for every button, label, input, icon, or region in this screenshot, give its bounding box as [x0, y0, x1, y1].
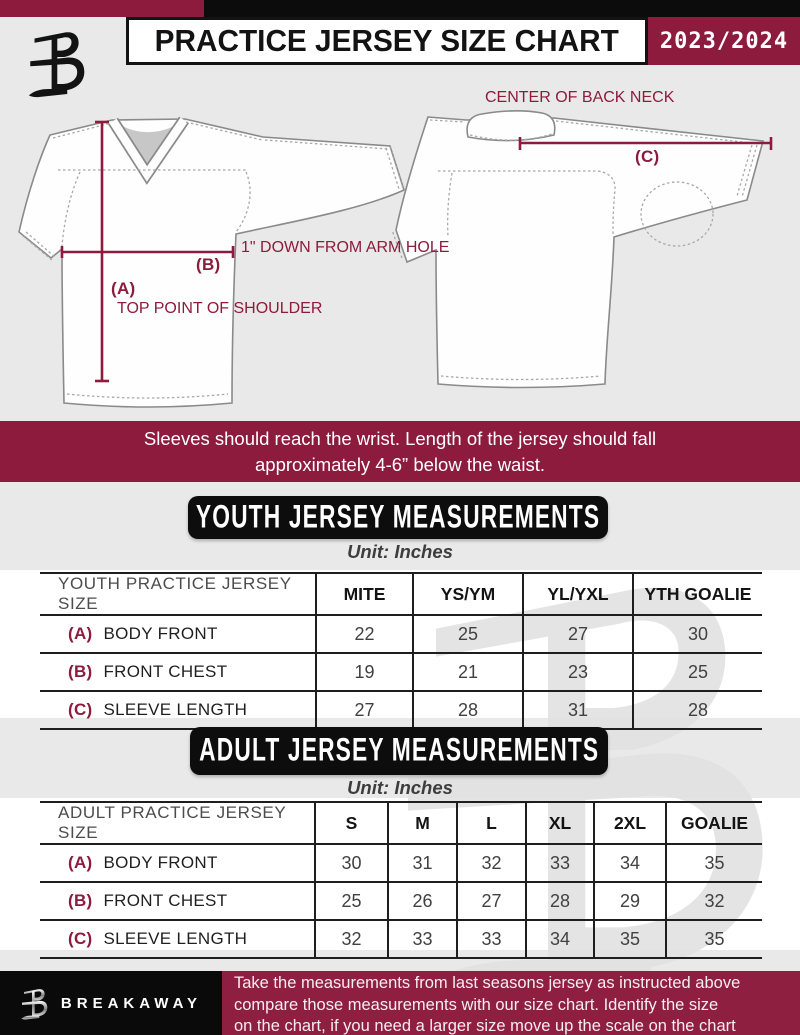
adult-unit-label: Unit: Inches: [347, 777, 453, 798]
footer-brand-block: [0, 971, 222, 1035]
label-a-caption: TOP POINT OF SHOULDER: [117, 300, 323, 317]
measurement-name: SLEEVE LENGTH: [103, 700, 248, 719]
size-value-cell: 33: [388, 920, 457, 958]
table-header-row: [40, 573, 762, 615]
measurement-label-cell: [40, 882, 315, 920]
size-value-cell: 27: [523, 615, 633, 653]
measurement-label-cell: [40, 653, 316, 691]
measurement-tag: (C): [68, 700, 93, 719]
table-header-row: [40, 802, 762, 844]
adult-size-table: [40, 801, 762, 959]
title-bar: [126, 17, 800, 65]
size-column-header: MITE: [316, 573, 413, 615]
size-value-cell: 35: [594, 920, 666, 958]
season-label: 2023/2024: [659, 28, 789, 54]
size-value-cell: 34: [594, 844, 666, 882]
size-value-cell: 32: [315, 920, 388, 958]
table-row: [40, 920, 762, 958]
size-value-cell: 34: [526, 920, 594, 958]
table-row: [40, 844, 762, 882]
measurement-tag: (A): [68, 853, 93, 872]
adult-section-banner: ADULT JERSEY MEASUREMENTS: [190, 727, 608, 775]
size-value-cell: 35: [666, 844, 762, 882]
size-value-cell: 30: [633, 615, 762, 653]
measurement-name: BODY FRONT: [103, 853, 218, 872]
size-value-cell: 32: [457, 844, 526, 882]
size-value-cell: 21: [413, 653, 523, 691]
size-value-cell: 27: [316, 691, 413, 729]
size-value-cell: 31: [523, 691, 633, 729]
size-value-cell: 30: [315, 844, 388, 882]
size-column-header: 2XL: [594, 802, 666, 844]
size-column-header: M: [388, 802, 457, 844]
measurement-tag: (B): [68, 891, 93, 910]
footer-brand-name: BREAKAWAY: [60, 994, 203, 1012]
label-c-caption: CENTER OF BACK NECK: [485, 89, 675, 106]
footer-note: Take the measurements from last seasons jersey as instructed above compare those measurements with our size chart. Identify the size on the chart, if you need a larger size move up the scale on the chart: [222, 971, 800, 1035]
table-row: [40, 615, 762, 653]
size-value-cell: 19: [316, 653, 413, 691]
breakaway-footer-logo-icon: [20, 985, 50, 1021]
size-value-cell: 28: [413, 691, 523, 729]
table-row: [40, 882, 762, 920]
page-title: PRACTICE JERSEY SIZE CHART: [154, 23, 620, 58]
size-value-cell: 25: [633, 653, 762, 691]
fit-instruction-banner: Sleeves should reach the wrist. Length of the jersey should fall approximately 4-6” below the waist.: [0, 421, 800, 482]
breakaway-logo-icon: [26, 24, 90, 100]
measurement-name: BODY FRONT: [103, 624, 218, 643]
size-column-header: S: [315, 802, 388, 844]
size-value-cell: 23: [523, 653, 633, 691]
size-value-cell: 29: [594, 882, 666, 920]
size-value-cell: 31: [388, 844, 457, 882]
table-row: [40, 653, 762, 691]
back-jersey-diagram: [396, 111, 763, 388]
size-value-cell: 28: [526, 882, 594, 920]
measurement-tag: (B): [68, 662, 93, 681]
label-a-tag: (A): [111, 279, 136, 298]
size-value-cell: 26: [388, 882, 457, 920]
size-column-header: YS/YM: [413, 573, 523, 615]
measurement-label-cell: [40, 691, 316, 729]
measurement-name: SLEEVE LENGTH: [103, 929, 248, 948]
measurement-label-cell: [40, 920, 315, 958]
label-c-tag: (C): [635, 147, 660, 166]
size-column-header: YL/YXL: [523, 573, 633, 615]
size-value-cell: 33: [457, 920, 526, 958]
season-box: [648, 17, 800, 65]
top-strip-black: [204, 0, 800, 17]
label-b-tag: (B): [196, 255, 221, 274]
size-value-cell: 33: [526, 844, 594, 882]
size-value-cell: 22: [316, 615, 413, 653]
size-value-cell: 27: [457, 882, 526, 920]
page-title-box: [126, 17, 648, 65]
measurement-label-cell: [40, 615, 316, 653]
size-column-header: GOALIE: [666, 802, 762, 844]
measurement-tag: (A): [68, 624, 93, 643]
size-value-cell: 28: [633, 691, 762, 729]
size-value-cell: 32: [666, 882, 762, 920]
table-row: [40, 691, 762, 729]
top-strip: [0, 0, 800, 17]
size-column-header: L: [457, 802, 526, 844]
measurement-tag: (C): [68, 929, 93, 948]
top-strip-maroon: [0, 0, 204, 17]
size-column-header: YTH GOALIE: [633, 573, 762, 615]
size-value-cell: 25: [413, 615, 523, 653]
size-value-cell: 25: [315, 882, 388, 920]
measurement-name: FRONT CHEST: [103, 662, 228, 681]
measurement-name: FRONT CHEST: [103, 891, 228, 910]
table-title-header: YOUTH PRACTICE JERSEY SIZE: [58, 574, 292, 613]
youth-size-table: [40, 572, 762, 730]
youth-section-banner: YOUTH JERSEY MEASUREMENTS: [188, 496, 608, 539]
label-b-caption: 1" DOWN FROM ARM HOLE: [241, 239, 450, 256]
table-title-header: ADULT PRACTICE JERSEY SIZE: [58, 803, 286, 842]
size-value-cell: 35: [666, 920, 762, 958]
size-column-header: XL: [526, 802, 594, 844]
measurement-label-cell: [40, 844, 315, 882]
youth-unit-label: Unit: Inches: [347, 541, 453, 562]
footer: [0, 971, 800, 1035]
